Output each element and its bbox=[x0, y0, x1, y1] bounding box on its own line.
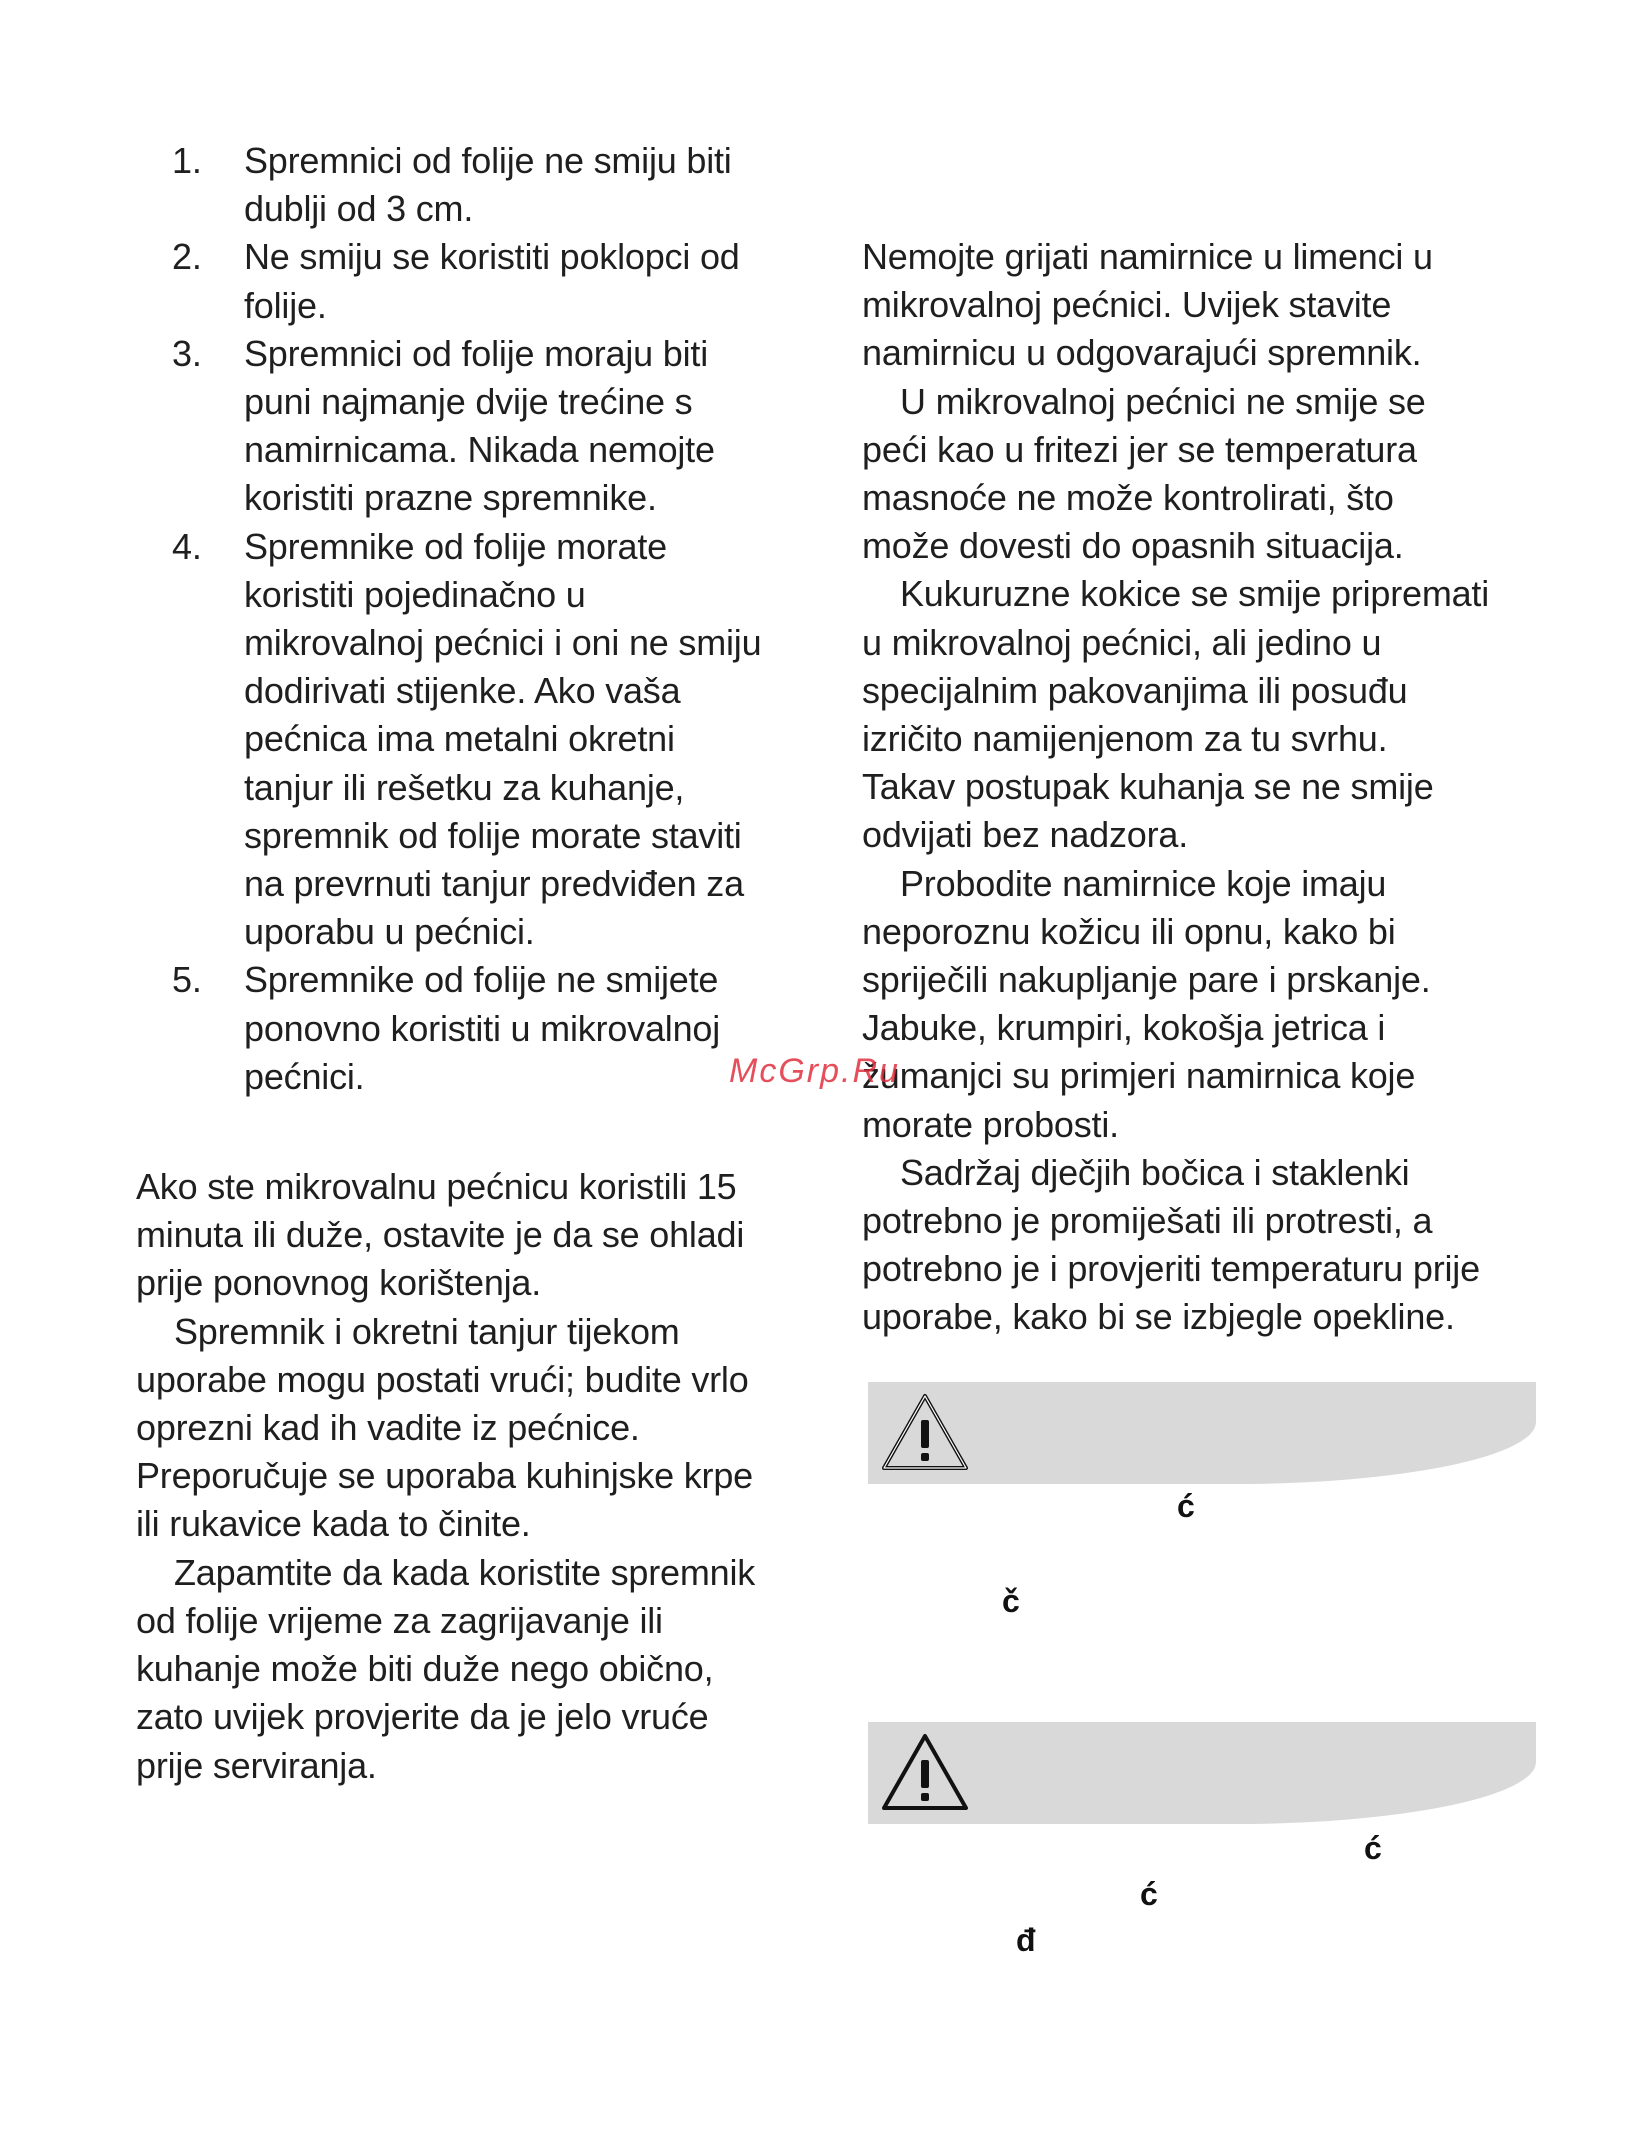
warning-glyph: đ bbox=[1016, 1922, 1036, 1958]
list-text bbox=[244, 330, 826, 523]
list-item bbox=[136, 330, 826, 523]
text-line: namirnicama. Nikada nemojte bbox=[244, 429, 715, 471]
list-item bbox=[136, 523, 826, 957]
watermark-text: McGrp.Ru bbox=[729, 1052, 900, 1090]
list-number: 1. bbox=[172, 140, 202, 181]
text-line: spriječili nakupljanje pare i prskanje. bbox=[862, 959, 1431, 1001]
text-line: koristiti pojedinačno u bbox=[244, 573, 586, 615]
list-number: 2. bbox=[172, 236, 202, 278]
warning-banner bbox=[868, 1382, 1536, 1484]
text-line: puni najmanje dvije trećine s bbox=[244, 381, 693, 423]
text-line: Spremnici od folije moraju biti bbox=[244, 332, 708, 374]
paragraph-foil-time bbox=[136, 1549, 826, 1790]
warning-triangle-icon bbox=[878, 1390, 972, 1474]
text-line: mikrovalnoj pećnici i oni ne smiju bbox=[244, 622, 762, 664]
list-item bbox=[136, 137, 826, 233]
text-line: prije ponovnog korištenja. bbox=[136, 1262, 542, 1304]
warning-triangle-icon bbox=[878, 1730, 972, 1814]
list-text bbox=[244, 523, 826, 957]
text-line: Sadržaj dječjih bočica i staklenki bbox=[900, 1151, 1410, 1193]
text-line: dodirivati stijenke. Ako vaša bbox=[244, 670, 681, 712]
paragraph-baby-bottles bbox=[862, 1149, 1562, 1342]
text-line: uporabe, kako bi se izbjegle opekline. bbox=[862, 1296, 1455, 1338]
text-line: ponovno koristiti u mikrovalnoj bbox=[244, 1007, 721, 1049]
text-line: morate probosti. bbox=[862, 1103, 1119, 1145]
text-line: Ne smiju se koristiti poklopci od bbox=[244, 236, 740, 278]
warning-glyph: ć bbox=[1364, 1830, 1382, 1866]
text-line: Jabuke, krumpiri, kokošja jetrica i bbox=[862, 1007, 1386, 1049]
list-number: 3. bbox=[172, 332, 202, 374]
text-line: minuta ili duže, ostavite je da se ohladi bbox=[136, 1214, 745, 1256]
text-line: peći kao u fritezi jer se temperatura bbox=[862, 428, 1417, 470]
text-line: Ako ste mikrovalnu pećnicu koristili 15 bbox=[136, 1166, 737, 1208]
text-line: uporabu u pećnici. bbox=[244, 911, 535, 953]
text-line: odvijati bez nadzora. bbox=[862, 814, 1189, 856]
text-line: Zapamtite da kada koristite spremnik bbox=[174, 1551, 756, 1593]
text-line: zato uvijek provjerite da je jelo vruće bbox=[136, 1696, 709, 1738]
text-line: Takav postupak kuhanja se ne smije bbox=[862, 766, 1434, 808]
list-text bbox=[244, 137, 826, 233]
list-text bbox=[244, 233, 826, 329]
paragraph-hot-turntable bbox=[136, 1308, 826, 1549]
text-line: od folije vrijeme za zagrijavanje ili bbox=[136, 1599, 663, 1641]
text-line: tanjur ili rešetku za kuhanje, bbox=[244, 766, 685, 808]
text-line: potrebno je i provjeriti temperaturu prije bbox=[862, 1248, 1480, 1290]
text-line: namirnicu u odgovarajući spremnik. bbox=[862, 332, 1422, 374]
list-item bbox=[136, 956, 826, 1101]
text-line: Kukuruzne kokice se smije pripremati bbox=[900, 573, 1490, 615]
text-line: prije serviranja. bbox=[136, 1744, 377, 1786]
text-line: mikrovalnoj pećnici. Uvijek stavite bbox=[862, 284, 1392, 326]
text-line: u mikrovalnoj pećnici, ali jedino u bbox=[862, 621, 1382, 663]
list-item bbox=[136, 233, 826, 329]
text-line: izričito namijenjenom za tu svrhu. bbox=[862, 718, 1388, 760]
text-line: pećnici. bbox=[244, 1055, 365, 1097]
text-line: U mikrovalnoj pećnici ne smije se bbox=[900, 380, 1426, 422]
list-number: 4. bbox=[172, 525, 202, 567]
paragraph-pierce-food bbox=[862, 860, 1562, 1149]
text-line: Preporučuje se uporaba kuhinjske krpe bbox=[136, 1455, 753, 1497]
paragraph-popcorn bbox=[862, 570, 1562, 859]
text-line: na prevrnuti tanjur predviđen za bbox=[244, 863, 744, 905]
text-line: koristiti prazne spremnike. bbox=[244, 477, 657, 519]
text-line: folije. bbox=[244, 284, 327, 326]
right-column bbox=[862, 233, 1562, 1342]
paragraph-cooldown bbox=[136, 1163, 826, 1308]
warning-glyph: ć bbox=[1140, 1876, 1158, 1912]
text-line: Spremnici od folije ne smiju biti bbox=[244, 140, 732, 181]
paragraph-cans bbox=[862, 233, 1562, 378]
text-line: kuhanje može biti duže nego obično, bbox=[136, 1648, 714, 1690]
text-line: Probodite namirnice koje imaju bbox=[900, 862, 1387, 904]
warning-glyph: ć bbox=[1177, 1488, 1195, 1524]
text-line: Nemojte grijati namirnice u limenci u bbox=[862, 236, 1433, 277]
text-line: spremnik od folije morate staviti bbox=[244, 814, 742, 856]
text-line: specijalnim pakovanjima ili posuđu bbox=[862, 669, 1408, 711]
text-line: potrebno je promiješati ili protresti, a bbox=[862, 1200, 1433, 1242]
foil-container-rules-list bbox=[136, 137, 826, 1101]
text-line: dublji od 3 cm. bbox=[244, 188, 474, 230]
text-line: Spremnike od folije ne smijete bbox=[244, 959, 719, 1001]
list-number: 5. bbox=[172, 959, 202, 1001]
text-line: Spremnik i okretni tanjur tijekom bbox=[174, 1310, 680, 1352]
text-line: pećnica ima metalni okretni bbox=[244, 718, 675, 760]
text-line: Spremnike od folije morate bbox=[244, 525, 668, 567]
text-line: ili rukavice kada to činite. bbox=[136, 1503, 531, 1545]
warning-banner bbox=[868, 1722, 1536, 1824]
text-line: uporabe mogu postati vrući; budite vrlo bbox=[136, 1358, 749, 1400]
text-line: žumanjci su primjeri namirnica koje bbox=[862, 1055, 1416, 1097]
text-line: masnoće ne može kontrolirati, što bbox=[862, 477, 1394, 519]
text-line: može dovesti do opasnih situacija. bbox=[862, 525, 1404, 567]
text-line: oprezni kad ih vadite iz pećnice. bbox=[136, 1407, 640, 1449]
warning-glyph: č bbox=[1002, 1583, 1020, 1619]
text-line: neporoznu kožicu ili opnu, kako bi bbox=[862, 910, 1396, 952]
paragraph-frying bbox=[862, 378, 1562, 571]
left-column bbox=[136, 137, 826, 1790]
